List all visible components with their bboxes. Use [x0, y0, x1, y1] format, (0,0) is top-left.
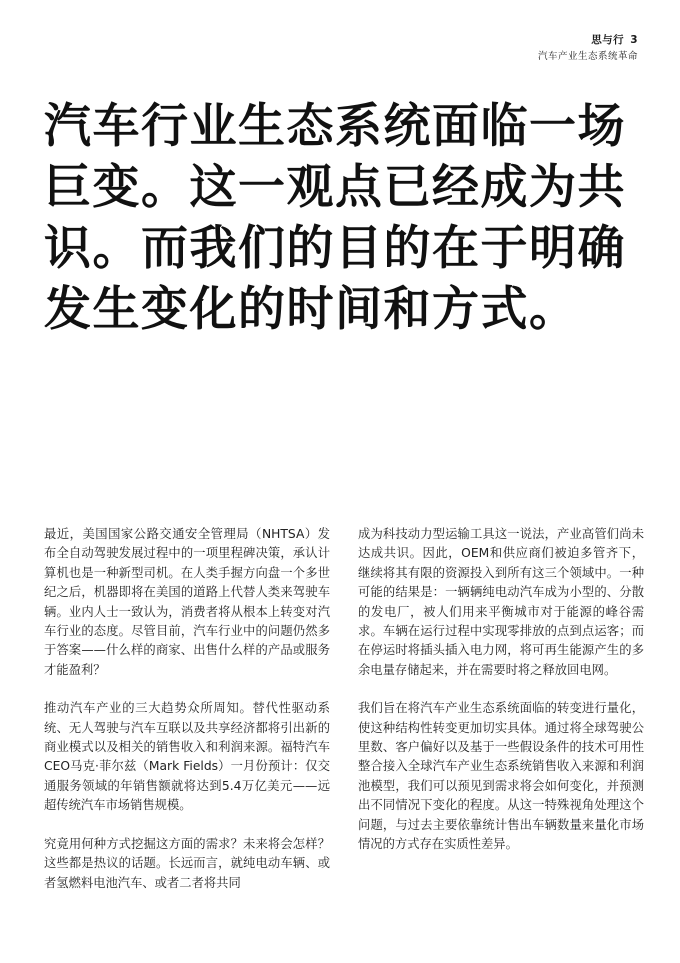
left-column — [44, 525, 330, 945]
paragraph: 成为科技动力型运输工具这一说法，产业高管们尚未达成共识。因此，OEM和供应商们被迫多管齐下，继续将其有限的资源投入到所有这三个领域中。一种可能的结果是：一辆辆纯电动汽车成为小型的、分散的发电厂，被人们用来平衡城市对于能源的峰谷需求。车辆在运行过程中实现零排放的点到点运客；而在停运时将插头插入电力网，将可再生能源产生的多余电量存储起来，并在需要时将之释放回电网。 — [358, 527, 644, 677]
paragraph: 最近，美国国家公路交通安全管理局（NHTSA）发布全自动驾驶发展过程中的一项里程碑决策，承认计算机也是一种新型司机。在人类手握方向盘一个多世纪之后，机器即将在美国的道路上代替人类来驾驶车辆。业内人士一致认为，消费者将从根本上转变对汽车行业的态度。尽管目前，汽车行业中的问题仍然多于答案——什么样的商家、出售什么样的产品或服务才能盈利？ — [44, 527, 330, 677]
page-header — [538, 33, 638, 64]
header-top-line — [538, 33, 638, 47]
paragraph: 究竟用何种方式挖掘这方面的需求？未来将会怎样？这些都是热议的话题。长远而言，就纯电动车辆、或者氢燃料电池汽车、或者二者将共同 — [44, 836, 330, 890]
paragraph: 推动汽车产业的三大趋势众所周知。替代性驱动系统、无人驾驶与汽车互联以及共享经济都将引出新的商业模式以及相关的销售收入和利润来源。福特汽车CEO马克·菲尔兹（Mark Fields）一月份预计：仅交通服务领域的年销售额就将达到5.4万亿美元——远超传统汽车市场销售规模。 — [44, 701, 330, 813]
body-columns — [44, 525, 644, 945]
section-title: 思与行 — [591, 34, 625, 46]
paragraph: 我们旨在将汽车产业生态系统面临的转变进行量化，使这种结构性转变更加切实具体。通过将全球驾驶公里数、客户偏好以及基于一些假设条件的技术可用性整合接入全球汽车产业生态系统销售收入来源和利润池模型，我们可以预见到需求将会如何变化，并预测出不同情况下变化的程度。从这一特殊视角处理这个问题，与过去主要依靠统计售出车辆数量来量化市场情况的方式存在实质性差异。 — [358, 701, 644, 852]
headline: 汽车行业生态系统面临一场巨变。这一观点已经成为共识。而我们的目的在于明确发生变化的时间和方式。 — [44, 99, 626, 337]
page-number: 3 — [630, 34, 638, 46]
header-subtitle: 汽车产业生态系统革命 — [537, 51, 638, 62]
right-column — [358, 525, 644, 945]
